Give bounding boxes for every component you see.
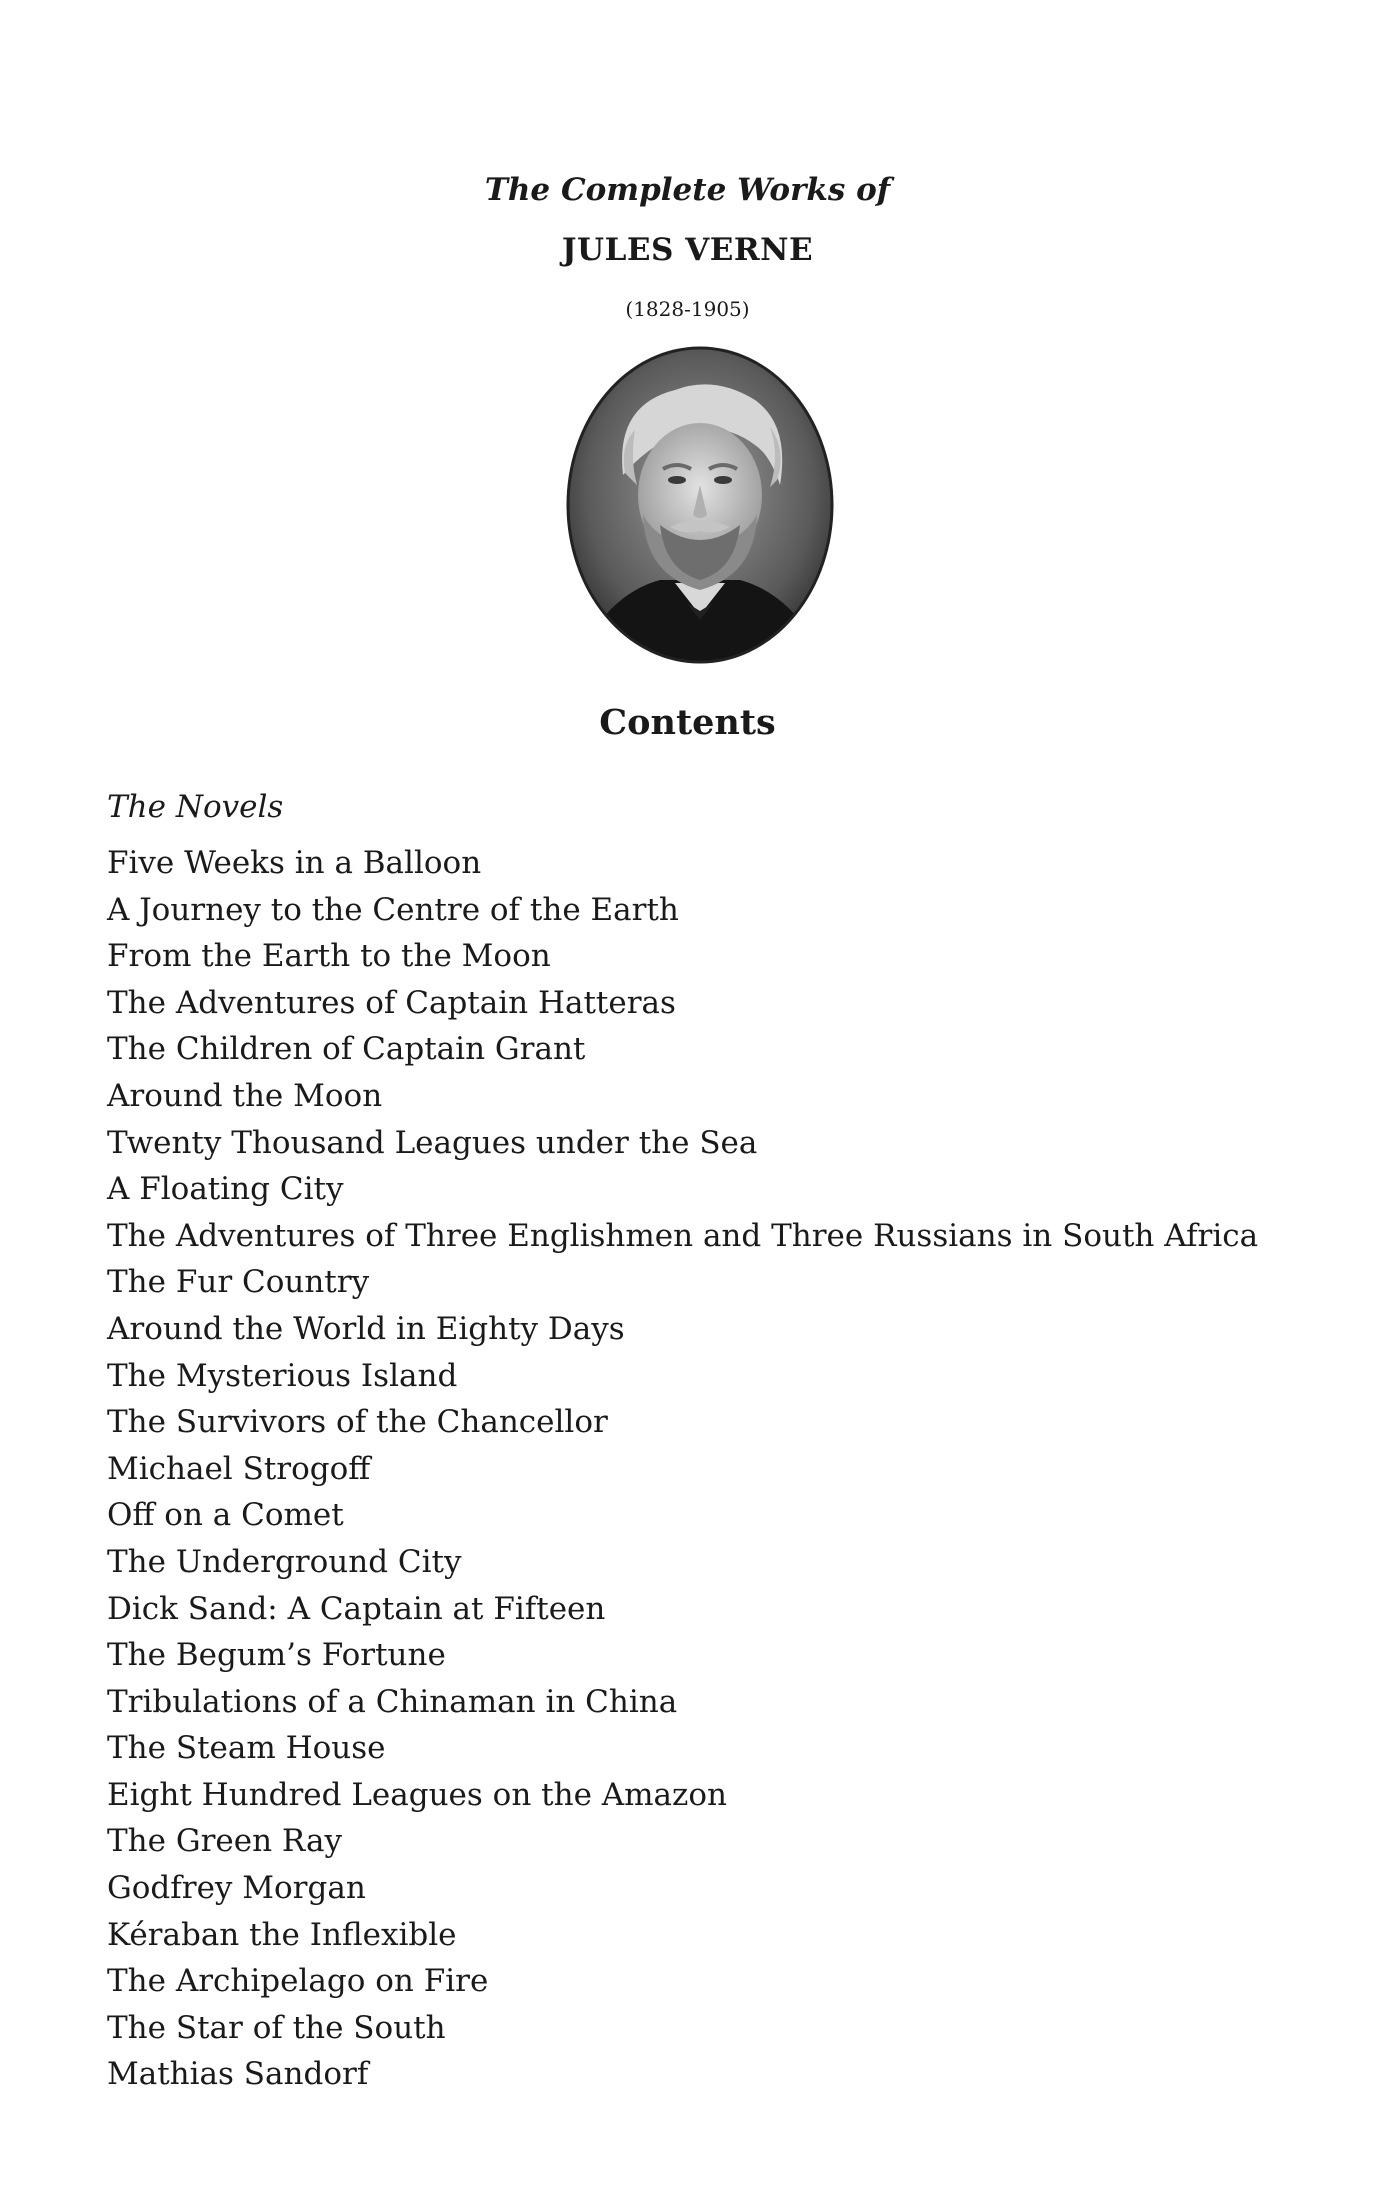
novel-link[interactable]: Michael Strogoff — [107, 1450, 371, 1487]
author-name: JULES VERNE — [561, 232, 814, 268]
novel-link[interactable]: Around the Moon — [107, 1077, 383, 1114]
novel-link[interactable]: The Begum’s Fortune — [107, 1637, 446, 1674]
novel-link[interactable]: The Children of Captain Grant — [107, 1031, 586, 1068]
novel-link[interactable]: Eight Hundred Leagues on the Amazon — [107, 1776, 727, 1813]
novel-link[interactable]: The Green Ray — [107, 1823, 342, 1860]
novel-link[interactable]: The Archipelago on Fire — [107, 1963, 489, 2000]
novel-link[interactable]: A Floating City — [107, 1171, 344, 1208]
novel-list — [107, 840, 1307, 2098]
novel-link[interactable]: Twenty Thousand Leagues under the Sea — [107, 1124, 758, 1161]
novel-link[interactable]: Tribulations of a Chinaman in China — [107, 1683, 678, 1720]
novel-link[interactable]: A Journey to the Centre of the Earth — [107, 891, 679, 928]
author-dates: (1828-1905) — [625, 297, 750, 321]
novel-link[interactable]: From the Earth to the Moon — [107, 938, 551, 975]
contents-heading: Contents — [599, 702, 776, 743]
novel-link[interactable]: The Adventures of Captain Hatteras — [107, 984, 676, 1021]
novel-link[interactable]: The Star of the South — [107, 2009, 446, 2046]
novel-link[interactable]: The Adventures of Three Englishmen and Three Russians in South Africa — [107, 1217, 1259, 1254]
novel-link[interactable]: Five Weeks in a Balloon — [107, 845, 482, 881]
novel-link[interactable]: Godfrey Morgan — [107, 1870, 366, 1907]
series-title: The Complete Works of — [484, 172, 891, 208]
novel-link[interactable]: Dick Sand: A Captain at Fifteen — [107, 1590, 606, 1627]
section-label-novels: The Novels — [107, 789, 284, 825]
portrait-icon — [565, 345, 835, 665]
novel-link[interactable]: The Survivors of the Chancellor — [107, 1404, 608, 1441]
novel-link[interactable]: The Steam House — [107, 1730, 386, 1767]
novel-link[interactable]: The Fur Country — [107, 1264, 370, 1301]
novel-link[interactable]: The Underground City — [107, 1543, 462, 1580]
novel-link[interactable]: Around the World in Eighty Days — [107, 1310, 625, 1347]
author-portrait-image — [565, 345, 835, 665]
novel-link[interactable]: Mathias Sandorf — [107, 2056, 369, 2093]
novel-link[interactable]: Kéraban the Inflexible — [107, 1916, 457, 1953]
novel-link[interactable]: Off on a Comet — [107, 1497, 344, 1534]
novel-link[interactable]: The Mysterious Island — [107, 1357, 458, 1394]
